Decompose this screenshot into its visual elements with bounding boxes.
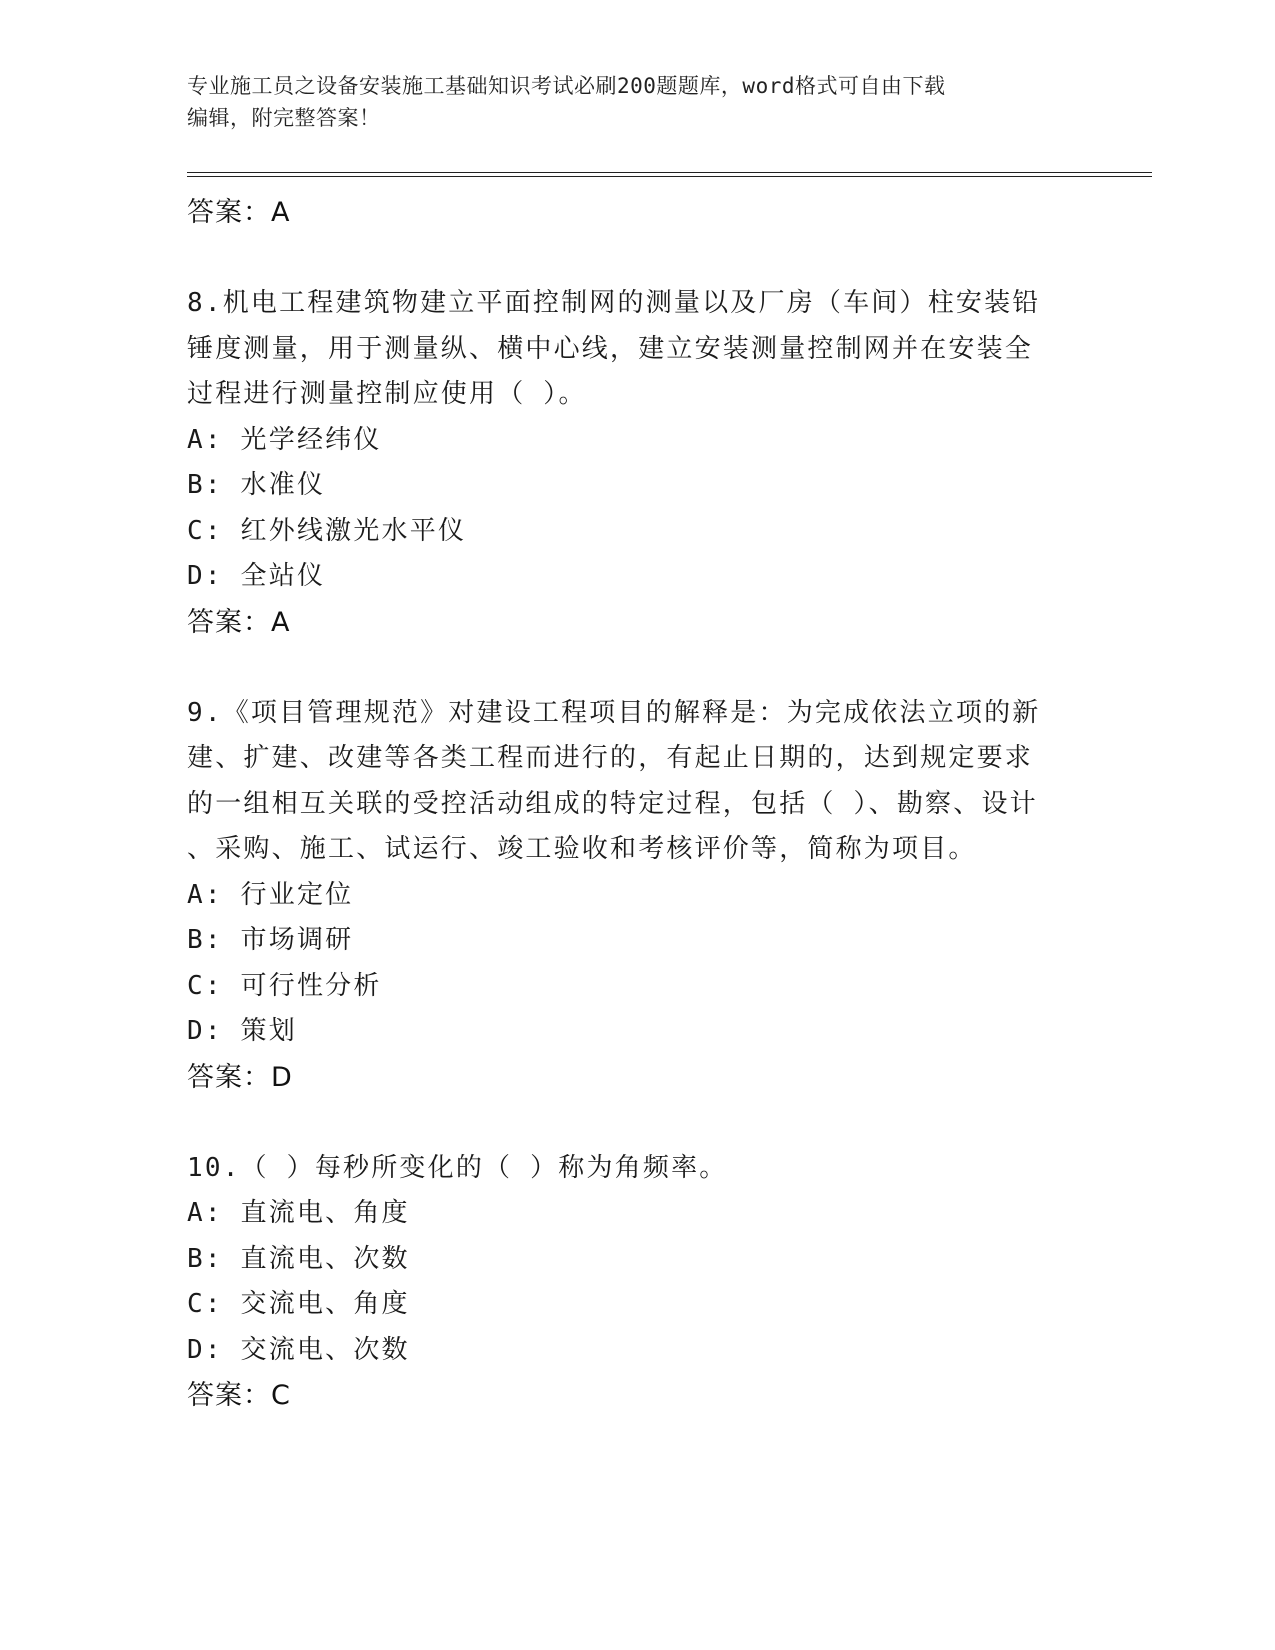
question-8-line-3: 过程进行测量控制应使用（ ）。 xyxy=(187,379,587,409)
question-9-option-b: B: 市场调研 xyxy=(187,925,354,955)
question-10-option-b: B: 直流电、次数 xyxy=(187,1243,410,1274)
question-8-option-b: B: 水准仪 xyxy=(187,470,326,500)
header-rule-top xyxy=(187,172,1152,173)
question-9-line-4: 、采购、施工、试运行、竣工验收和考核评价等，简称为项目。 xyxy=(187,834,977,864)
header-line-2: 编辑，附完整答案！ xyxy=(187,106,381,130)
document-body xyxy=(187,190,1087,1419)
question-9-option-d: D: 策划 xyxy=(187,1016,297,1046)
question-9-line-2: 建、扩建、改建等各类工程而进行的，有起止日期的，达到规定要求 xyxy=(187,743,1034,773)
question-9-option-c: C: 可行性分析 xyxy=(187,970,382,1001)
answer-previous: 答案：A xyxy=(187,197,291,228)
question-8-option-c: C: 红外线激光水平仪 xyxy=(187,515,467,546)
question-10-option-c: C: 交流电、角度 xyxy=(187,1289,410,1319)
question-10-line-1: 10.（ ）每秒所变化的（ ）称为角频率。 xyxy=(187,1152,728,1183)
question-8 xyxy=(187,281,1087,645)
question-9-line-1: 9.《项目管理规范》对建设工程项目的解释是：为完成依法立项的新 xyxy=(187,697,1041,728)
question-10-answer: 答案：C xyxy=(187,1380,291,1411)
question-9 xyxy=(187,691,1087,1101)
page-header xyxy=(187,70,1067,134)
header-rule-bottom xyxy=(187,176,1152,177)
question-8-option-d: D: 全站仪 xyxy=(187,561,326,591)
question-8-line-1: 8.机电工程建筑物建立平面控制网的测量以及厂房（车间）柱安装铅 xyxy=(187,288,1041,318)
question-9-answer: 答案：D xyxy=(187,1061,293,1093)
question-10-option-d: D: 交流电、次数 xyxy=(187,1334,410,1365)
question-8-option-a: A: 光学经纬仪 xyxy=(187,424,382,455)
question-9-option-a: A: 行业定位 xyxy=(187,879,354,910)
question-9-line-3: 的一组相互关联的受控活动组成的特定过程，包括（ ）、勘察、设计 xyxy=(187,788,1038,819)
question-10 xyxy=(187,1146,1087,1419)
question-10-option-a: A: 直流电、角度 xyxy=(187,1198,410,1228)
header-line-1: 专业施工员之设备安装施工基础知识考试必刷200题题库，word格式可自由下载 xyxy=(187,74,946,98)
question-8-answer: 答案：A xyxy=(187,606,291,638)
question-8-line-2: 锤度测量，用于测量纵、横中心线，建立安装测量控制网并在安装全 xyxy=(187,333,1034,364)
